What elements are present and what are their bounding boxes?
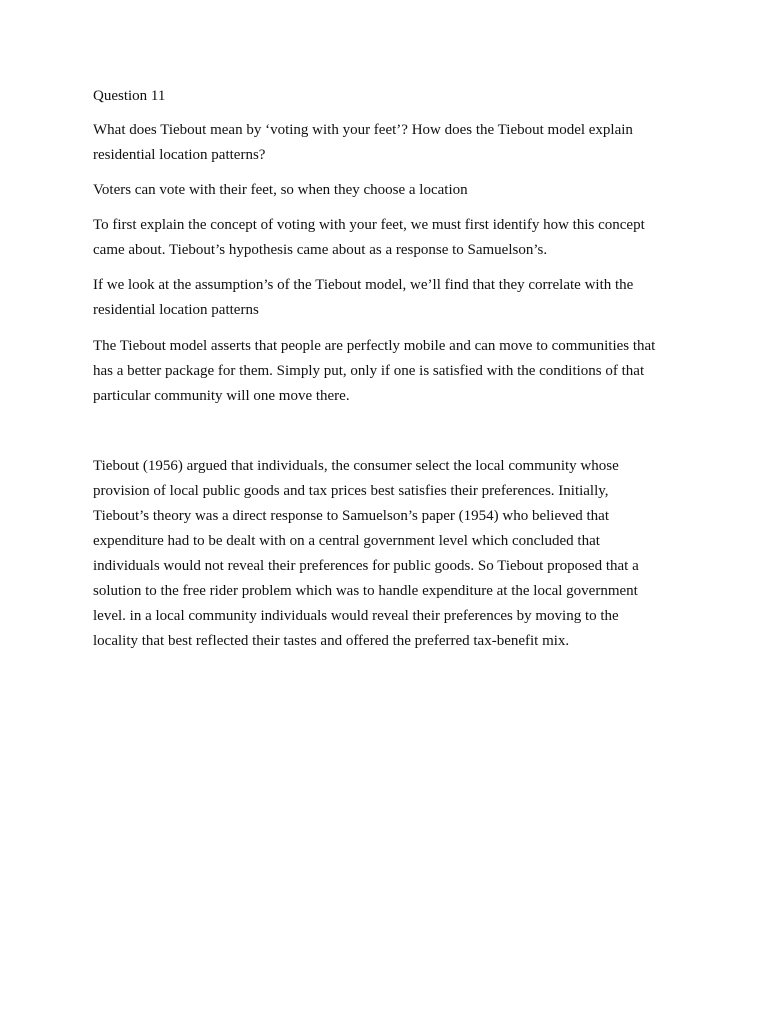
text-line: provision of local public goods and tax prices best satisfies their preferences. Initially, — [93, 483, 609, 499]
text-line: residential location patterns — [93, 302, 259, 318]
text-line: particular community will one move there. — [93, 388, 350, 404]
text-line: Question 11 — [93, 88, 166, 104]
text-line: What does Tiebout mean by ‘voting with your feet’? How does the Tiebout model explain — [93, 122, 633, 138]
text-line: locality that best reflected their tastes and offered the preferred tax-benefit mix. — [93, 633, 570, 649]
text-line: Tiebout (1956) argued that individuals, the consumer select the local community whose — [93, 458, 619, 474]
answer-paragraph-5 — [93, 454, 693, 654]
text-line: solution to the free rider problem which was to handle expenditure at the local government — [93, 583, 638, 599]
text-line: Tiebout’s theory was a direct response to Samuelson’s paper (1954) who believed that — [93, 508, 610, 524]
text-line: individuals would not reveal their preferences for public goods. So Tiebout proposed that a — [93, 558, 639, 574]
text-line: has a better package for them. Simply put, only if one is satisfied with the conditions of that — [93, 363, 645, 379]
text-line: If we look at the assumption’s of the Tiebout model, we’ll find that they correlate with the — [93, 277, 634, 293]
answer-paragraph-1 — [93, 178, 693, 203]
text-line: The Tiebout model asserts that people are perfectly mobile and can move to communities that — [93, 338, 656, 354]
answer-paragraph-3 — [93, 273, 693, 323]
text-line: Voters can vote with their feet, so when they choose a location — [93, 182, 468, 198]
text-line: level. in a local community individuals would reveal their preferences by moving to the — [93, 608, 619, 624]
text-line: expenditure had to be dealt with on a central government level which concluded that — [93, 533, 600, 549]
question-text — [93, 118, 693, 168]
text-line: came about. Tiebout’s hypothesis came about as a response to Samuelson’s. — [93, 242, 548, 258]
question-heading — [93, 84, 693, 109]
text-line: To first explain the concept of voting with your feet, we must first identify how this concept — [93, 217, 645, 233]
answer-paragraph-4 — [93, 334, 693, 409]
text-line: residential location patterns? — [93, 147, 266, 163]
answer-paragraph-2 — [93, 213, 693, 263]
